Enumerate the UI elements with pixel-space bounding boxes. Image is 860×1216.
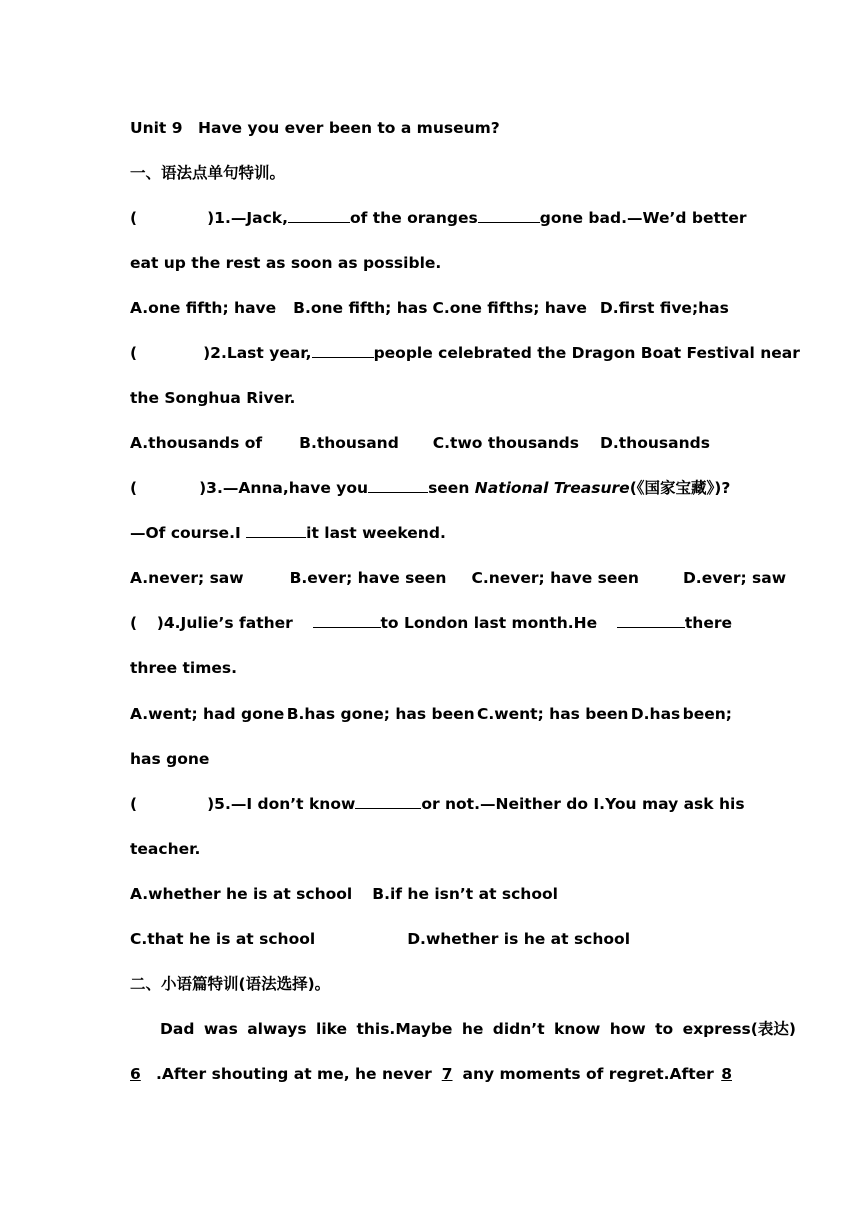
q4-mid: to London last month.He xyxy=(313,613,598,633)
question-3-line-2: —Of course.I it last weekend. xyxy=(130,524,446,542)
q3-option-d[interactable]: D.ever; saw xyxy=(682,569,787,587)
q3-movie-title: National Treasure xyxy=(474,479,630,497)
q5-stem: ( )5.—I don’t know or not. xyxy=(130,795,480,813)
q1-blank-2[interactable] xyxy=(478,208,540,223)
q4-option-b[interactable]: B.has gone; has been xyxy=(286,705,475,723)
question-5-line-2: teacher. xyxy=(130,840,201,858)
q5-blank[interactable] xyxy=(355,794,421,809)
q3-option-b[interactable]: B.ever; have seen xyxy=(289,569,447,587)
q1-blank-1[interactable] xyxy=(288,208,350,223)
q3-option-a[interactable]: A.never; saw xyxy=(130,569,244,587)
section-1-heading: 一、语法点单句特训。 xyxy=(130,164,286,182)
q5-option-a[interactable]: A.whether he is at school xyxy=(130,885,353,903)
q1-option-c[interactable]: C.one fifths; have xyxy=(432,299,587,317)
passage-text-1: Dad was always like this.Maybe he didn’t know how to express(表达) xyxy=(160,1020,796,1038)
question-3-options xyxy=(130,568,787,588)
q2-rest: people celebrated the Dragon Boat Festival near xyxy=(312,343,800,363)
question-1-line-2: eat up the rest as soon as possible. xyxy=(130,254,442,272)
q1-option-d[interactable]: D.first five;has xyxy=(599,299,729,317)
question-2-line-1 xyxy=(130,343,800,363)
q2-option-b[interactable]: B.thousand xyxy=(299,434,399,452)
q4-option-d[interactable]: D.has xyxy=(630,705,681,723)
q5-reply: —Neither do I.You may ask his xyxy=(479,795,745,813)
question-2-options xyxy=(130,433,732,453)
passage-seg-2: any moments of regret.After xyxy=(462,1065,714,1083)
q5-option-b[interactable]: B.if he isn’t at school xyxy=(372,885,558,903)
q4-blank-1[interactable] xyxy=(313,613,381,628)
passage-line-1 xyxy=(160,1019,796,1039)
q4-option-a[interactable]: A.went; had gone xyxy=(130,705,285,723)
q2-option-c[interactable]: C.two thousands xyxy=(432,434,580,452)
question-4-options xyxy=(130,704,732,724)
section-2-heading: 二、小语篇特训(语法选择)。 xyxy=(130,975,331,993)
q4-end: there xyxy=(617,613,732,633)
unit-title: Unit 9 Have you ever been to a museum? xyxy=(130,119,500,137)
passage-blank-8[interactable]: 8 xyxy=(721,1065,732,1083)
question-1-options xyxy=(130,298,732,318)
question-5-options-row-2 xyxy=(130,929,732,949)
q4-blank-2[interactable] xyxy=(617,613,685,628)
q1-stem: ( )1.—Jack, of the oranges gone bad. xyxy=(130,209,627,227)
passage-blank-7[interactable]: 7 xyxy=(441,1065,453,1083)
passage-blank-6[interactable]: 6 xyxy=(130,1065,141,1083)
q2-blank[interactable] xyxy=(312,343,374,358)
question-1-line-1 xyxy=(130,208,747,228)
question-5-options-row-1 xyxy=(130,884,732,904)
question-2-line-2: the Songhua River. xyxy=(130,389,296,407)
question-3-line-1: ( )3.—Anna,have you seen National Treasure(《国家宝藏》)? xyxy=(130,479,731,497)
q3-blank-2[interactable] xyxy=(246,523,306,538)
q1-option-b[interactable]: B.one fifth; has xyxy=(293,299,428,317)
question-4-options-line-2: has gone xyxy=(130,750,210,768)
q1-reply: —We’d better xyxy=(626,209,747,227)
q4-stem: )4.Julie’s father xyxy=(156,614,293,632)
passage-seg-1: 6 .After shouting at me, he never xyxy=(130,1065,432,1083)
question-4-line-2: three times. xyxy=(130,659,238,677)
q4-option-c[interactable]: C.went; has been xyxy=(477,705,629,723)
question-4-line-1: ( )4.Julie’s father to London last month.He there xyxy=(130,614,732,632)
q1-option-a[interactable]: A.one fifth; have xyxy=(130,299,277,317)
q2-option-d[interactable]: D.thousands xyxy=(600,434,710,452)
q3-option-c[interactable]: C.never; have seen xyxy=(471,569,639,587)
question-5-line-1 xyxy=(130,794,745,814)
q4-option-d-cont: been; xyxy=(682,705,732,723)
q2-stem: ( )2.Last year, xyxy=(130,344,312,362)
q5-option-c[interactable]: C.that he is at school xyxy=(130,930,316,948)
passage-line-2 xyxy=(130,1064,732,1084)
q3-blank-1[interactable] xyxy=(368,478,428,493)
q5-option-d[interactable]: D.whether is he at school xyxy=(407,930,631,948)
q2-option-a[interactable]: A.thousands of xyxy=(130,434,263,452)
